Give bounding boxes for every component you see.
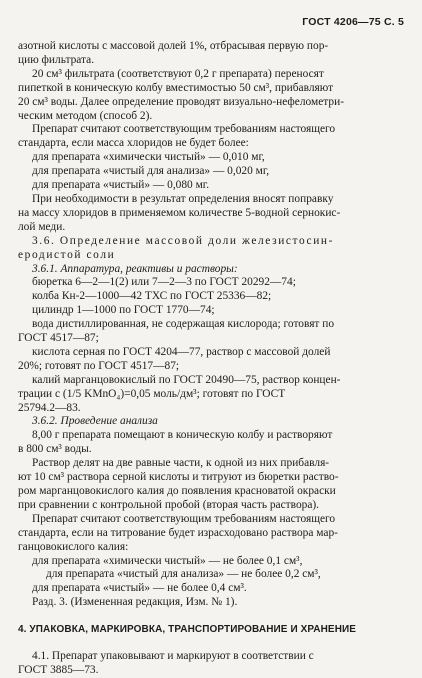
text-line: Препарат считают соответствующим требованиям настоящего: [32, 512, 336, 525]
list-item: для препарата «чистый» — не более 0,4 см³.: [32, 582, 247, 595]
text-line: трации с (1/5 KMnO₄)=0,05 моль/дм³; готовят по ГОСТ: [18, 387, 286, 400]
list-item: для препарата «чистый для анализа» — не более 0,2 см³,: [46, 568, 321, 581]
text-line: при сравнении с контрольной пробой (вторая часть раствора).: [18, 498, 320, 511]
text-line: При необходимости в результат определения вносят поправку: [32, 192, 334, 205]
text-line: Раствор делят на две равные части, к одной из них прибавля-: [32, 457, 330, 470]
text-line: ганцовокислого калия:: [18, 540, 129, 553]
text-line: 20%; готовят по ГОСТ 4517—87;: [18, 359, 180, 372]
text-line: пипеткой в коническую колбу вместимостью 50 см³, прибавляют: [18, 81, 334, 94]
text-line: ГОСТ 4517—87;: [18, 332, 99, 345]
text-line: азотной кислоты с массовой долей 1%, отбрасывая первую пор-: [18, 40, 329, 52]
text-line: ческим методом (способ 2).: [18, 109, 153, 122]
text-line: 4.1. Препарат упаковывают и маркируют в соответствии с: [32, 650, 314, 663]
text-line: 8,00 г препарата помещают в коническую колбу и растворяют: [32, 429, 333, 442]
subsection-heading: 3.6.1. Аппаратура, реактивы и растворы:: [32, 262, 238, 275]
chapter-heading: 4. УПАКОВКА, МАРКИРОВКА, ТРАНСПОРТИРОВАНИЕ И ХРАНЕНИЕ: [18, 624, 357, 636]
text-line: цию фильтрата.: [18, 53, 95, 66]
text-line: 20 см³ фильтрата (соответствуют 0,2 г препарата) переносят: [32, 67, 324, 80]
list-item: для препарата «химически чистый» — 0,010 мг,: [32, 151, 265, 164]
text-line: 25794.2—83.: [18, 401, 81, 414]
section-heading: 3.6. Определение массовой доли железистосин-: [32, 234, 334, 247]
list-item: цилиндр 1—1000 по ГОСТ 1770—74;: [32, 304, 215, 317]
list-item: для препарата «чистый для анализа» — 0,020 мг,: [32, 165, 270, 178]
list-item: для препарата «чистый» — 0,080 мг.: [32, 179, 210, 192]
section-heading: еродистой соли: [18, 248, 116, 261]
text-line: лой меди.: [18, 220, 66, 233]
text-line: 20 см³ воды. Далее определение проводят визуально-нефелометри-: [18, 95, 344, 108]
document-body: [18, 40, 406, 678]
subsection-heading: 3.6.2. Проведение анализа: [32, 415, 158, 428]
list-item: калий марганцовокислый по ГОСТ 20490—75, раствор концен-: [32, 373, 341, 386]
text-line: ром марганцовокислого калия до появления красноватой окраски: [18, 485, 336, 497]
running-header: ГОСТ 4206—75 С. 5: [302, 16, 404, 28]
list-item: вода дистиллированная, не содержащая кислорода; готовят по: [32, 318, 335, 331]
list-item: колба Кн-2—1000—42 ТХС по ГОСТ 25336—82;: [32, 290, 272, 303]
amendment-note: Разд. 3. (Измененная редакция, Изм. № 1).: [32, 596, 238, 609]
text-line: стандарта, если на титрование будет израсходовано раствора мар-: [18, 526, 338, 539]
list-item: бюретка 6—2—1(2) или 7—2—3 по ГОСТ 20292—74;: [32, 276, 296, 289]
list-item: кислота серная по ГОСТ 4204—77, раствор с массовой долей: [32, 345, 331, 358]
text-line: Препарат считают соответствующим требованиям настоящего: [32, 123, 336, 136]
text-line: в 800 см³ воды.: [18, 443, 92, 456]
text-line: на массу хлоридов в применяемом количестве 5-водной сернокис-: [18, 206, 341, 219]
list-item: для препарата «химически чистый» — не более 0,1 см³,: [32, 554, 303, 567]
text-line: ГОСТ 3885—73.: [18, 663, 99, 676]
text-line: стандарта, если масса хлоридов не будет более:: [18, 137, 249, 150]
text-line: ют 10 см³ раствора серной кислоты и титруют из бюретки раство-: [18, 471, 339, 484]
